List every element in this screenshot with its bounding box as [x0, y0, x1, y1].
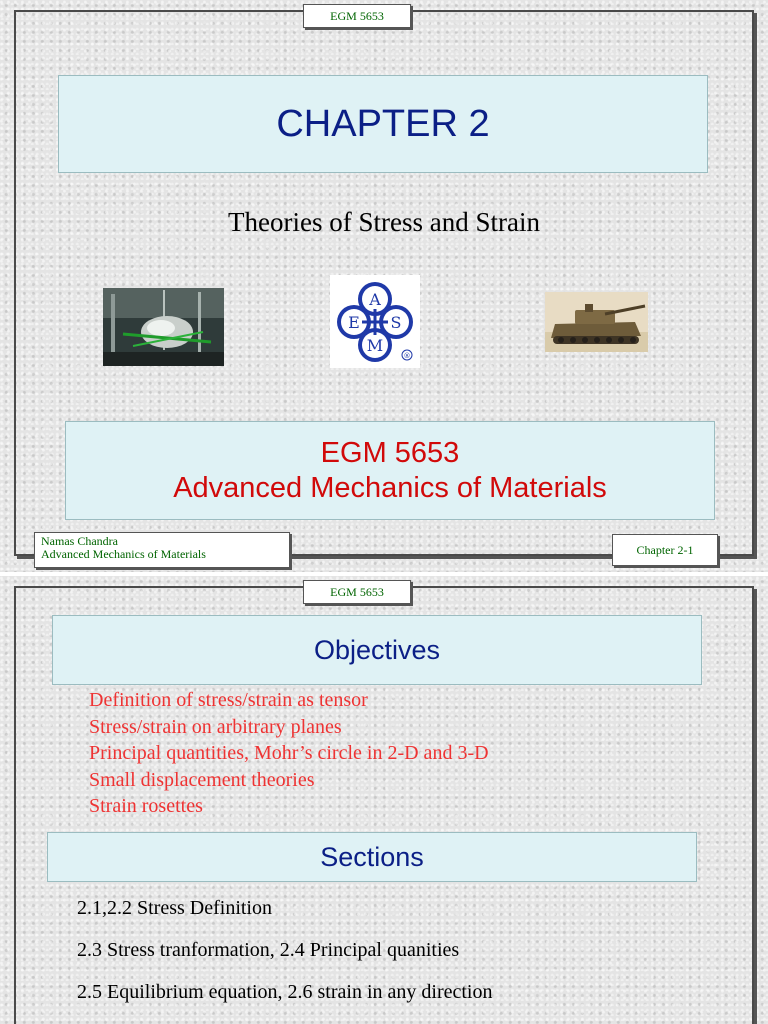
chapter-subtitle: Theories of Stress and Strain	[228, 207, 540, 237]
list-item: Principal quantities, Mohr’s circle in 2-D and 3-D	[89, 742, 489, 764]
logo-letter-m: M	[366, 336, 384, 355]
objectives-list	[89, 687, 489, 820]
list-item: 2.3 Stress tranformation, 2.4 Principal quanities	[77, 939, 460, 961]
author-name: Namas Chandra	[41, 534, 118, 548]
header-tab	[303, 4, 411, 28]
objectives-heading: Objectives	[313, 634, 441, 665]
list-item: Small displacement theories	[89, 768, 315, 791]
logo-letter-s: S	[390, 313, 402, 332]
course-code: EGM 5653	[320, 436, 460, 469]
sections-heading: Sections	[320, 841, 424, 872]
asme-logo	[330, 275, 420, 368]
engine-test-photo	[103, 288, 224, 366]
header-label: EGM 5653	[330, 8, 384, 23]
list-item: Stress/strain on arbitrary planes	[89, 715, 342, 738]
sections-list	[77, 896, 492, 1022]
author-course: Advanced Mechanics of Materials	[41, 547, 206, 561]
chapter-title: CHAPTER 2	[276, 102, 490, 145]
list-item: 2.1,2.2 Stress Definition	[77, 897, 272, 919]
course-name: Advanced Mechanics of Materials	[173, 471, 607, 504]
objectives-heading-box	[52, 615, 702, 685]
list-item: 2.5 Equilibrium equation, 2.6 strain in any direction	[77, 981, 493, 1003]
svg-text:®: ®	[403, 352, 411, 360]
chapter-title-box	[58, 75, 708, 173]
logo-letter-e: E	[348, 313, 360, 332]
logo-letter-a: A	[369, 290, 381, 309]
slide-2	[0, 576, 768, 1024]
tank-photo	[545, 292, 648, 352]
list-item: Definition of stress/strain as tensor	[89, 689, 368, 711]
page-number: Chapter 2-1	[636, 542, 694, 557]
course-box	[65, 421, 715, 520]
header-label: EGM 5653	[330, 584, 384, 599]
list-item: Strain rosettes	[89, 795, 203, 817]
page-number-tab	[612, 534, 718, 566]
author-tab	[34, 532, 290, 568]
sections-heading-box	[47, 832, 697, 882]
header-tab	[303, 580, 411, 604]
